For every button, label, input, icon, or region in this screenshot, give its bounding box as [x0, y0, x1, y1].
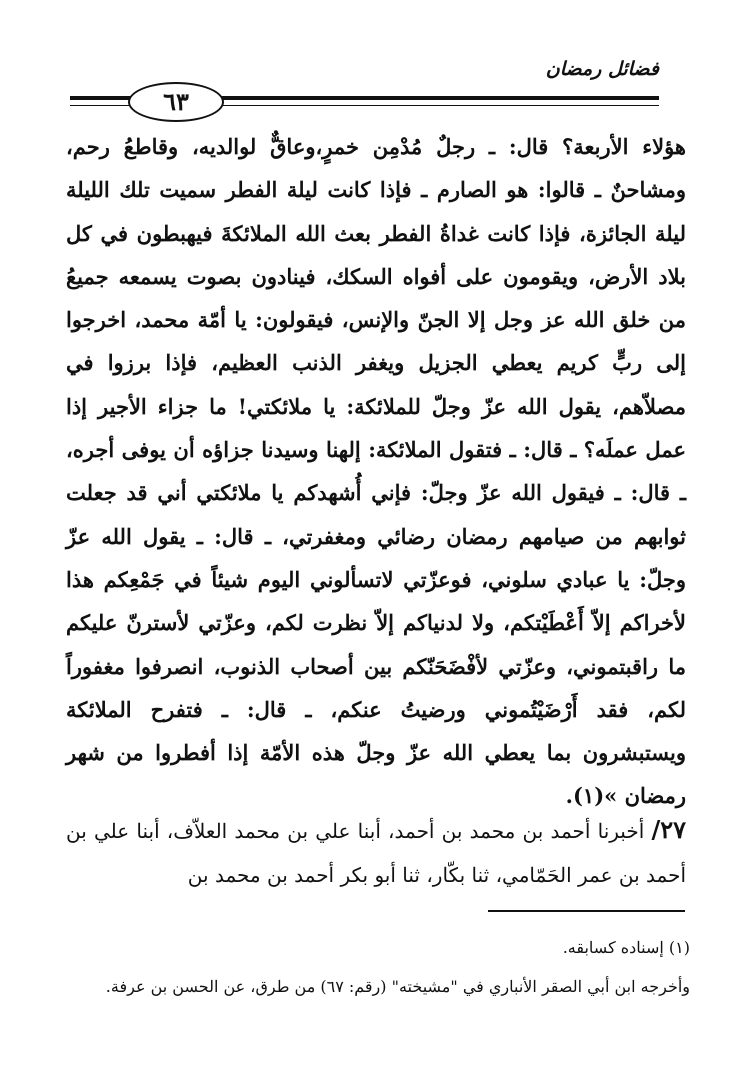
footnote-1: (١) إسناده كسابقه.: [562, 938, 690, 957]
main-text-block: [66, 125, 686, 818]
hadith-27-text: أخبرنا أحمد بن محمد بن أحمد، أبنا علي بن محمد العلاّف، أبنا علي بن أحمد بن عمر الحَمّامي، ثنا بكّار، ثنا أبو بكر أحمد بن محمد بن: [66, 819, 686, 887]
footnote-1-continuation: وأخرجه ابن أبي الصقر الأنباري في "مشيخته" (رقم: ٦٧) من طرق، عن الحسن بن عرفة.: [105, 977, 690, 996]
page-number: ٦٣: [128, 82, 224, 122]
hadith-27-paragraph: [66, 808, 686, 897]
hadith-number: ٢٧/: [651, 815, 687, 844]
hadith-27-block: [66, 808, 686, 897]
running-header-title: فضائل رمضان: [545, 58, 659, 80]
footnote-separator: [488, 910, 685, 912]
main-paragraph: هؤلاء الأربعة؟ قال: ـ رجلٌ مُدْمِن خمرٍ،وعاقٌّ لوالديه، وقاطعُ رحم، ومشاحنٌ ـ قالوا: هو الصارم ـ فإذا كانت ليلة الفطر سميت تلك الليلة ليلة الجائزة، فإذا كانت غداةُ الفطر بعث الله الملائكةَ فيهبطون في كل بلاد الأرض، ويقومون على أفواه السكك، فينادون بصوت يسمعه جميعُ من خلق الله عز وجل إلا الجنّ والإنس، فيقولون: يا أمّة محمد، اخرجوا إلى ربٍّ كريم يعطي الجزيل ويغفر الذنب العظيم، فإذا برزوا في مصلاّهم، يقول الله عزّ وجلّ للملائكة: يا ملائكتي! ما جزاء الأجير إذا عمل عملَه؟ ـ قال: ـ فتقول الملائكة: إلهنا وسيدنا جزاؤه أن يوفى أجره، ـ قال: ـ فيقول الله عزّ وجلّ: فإني أُشهدكم يا ملائكتي أني قد جعلت ثوابهم من صيامهم رمضان رضائي ومغفرتي، ـ قال: ـ يقول الله عزّ وجلّ: يا عبادي سلوني، فوعزّتي لاتسألوني اليوم شيئاً في جَمْعِكم هذا لأخراكم إلاّ أَعْطَيْتكم، ولا لدنياكم إلاّ نظرت لكم، وعزّتي لأسترنّ عليكم ما راقبتموني، وعزّتي لأفْضَحَنّكم بين أصحاب الذنوب، انصرفوا مغفوراً لكم، فقد أَرْضَيْتُموني ورضيتُ عنكم، ـ قال: ـ فتفرح الملائكة ويستبشرون بما يعطي الله عزّ وجلّ هذه الأمّة إذا أفطروا من شهر رمضان »(١).: [66, 134, 686, 809]
footnotes-block: [66, 933, 690, 1011]
